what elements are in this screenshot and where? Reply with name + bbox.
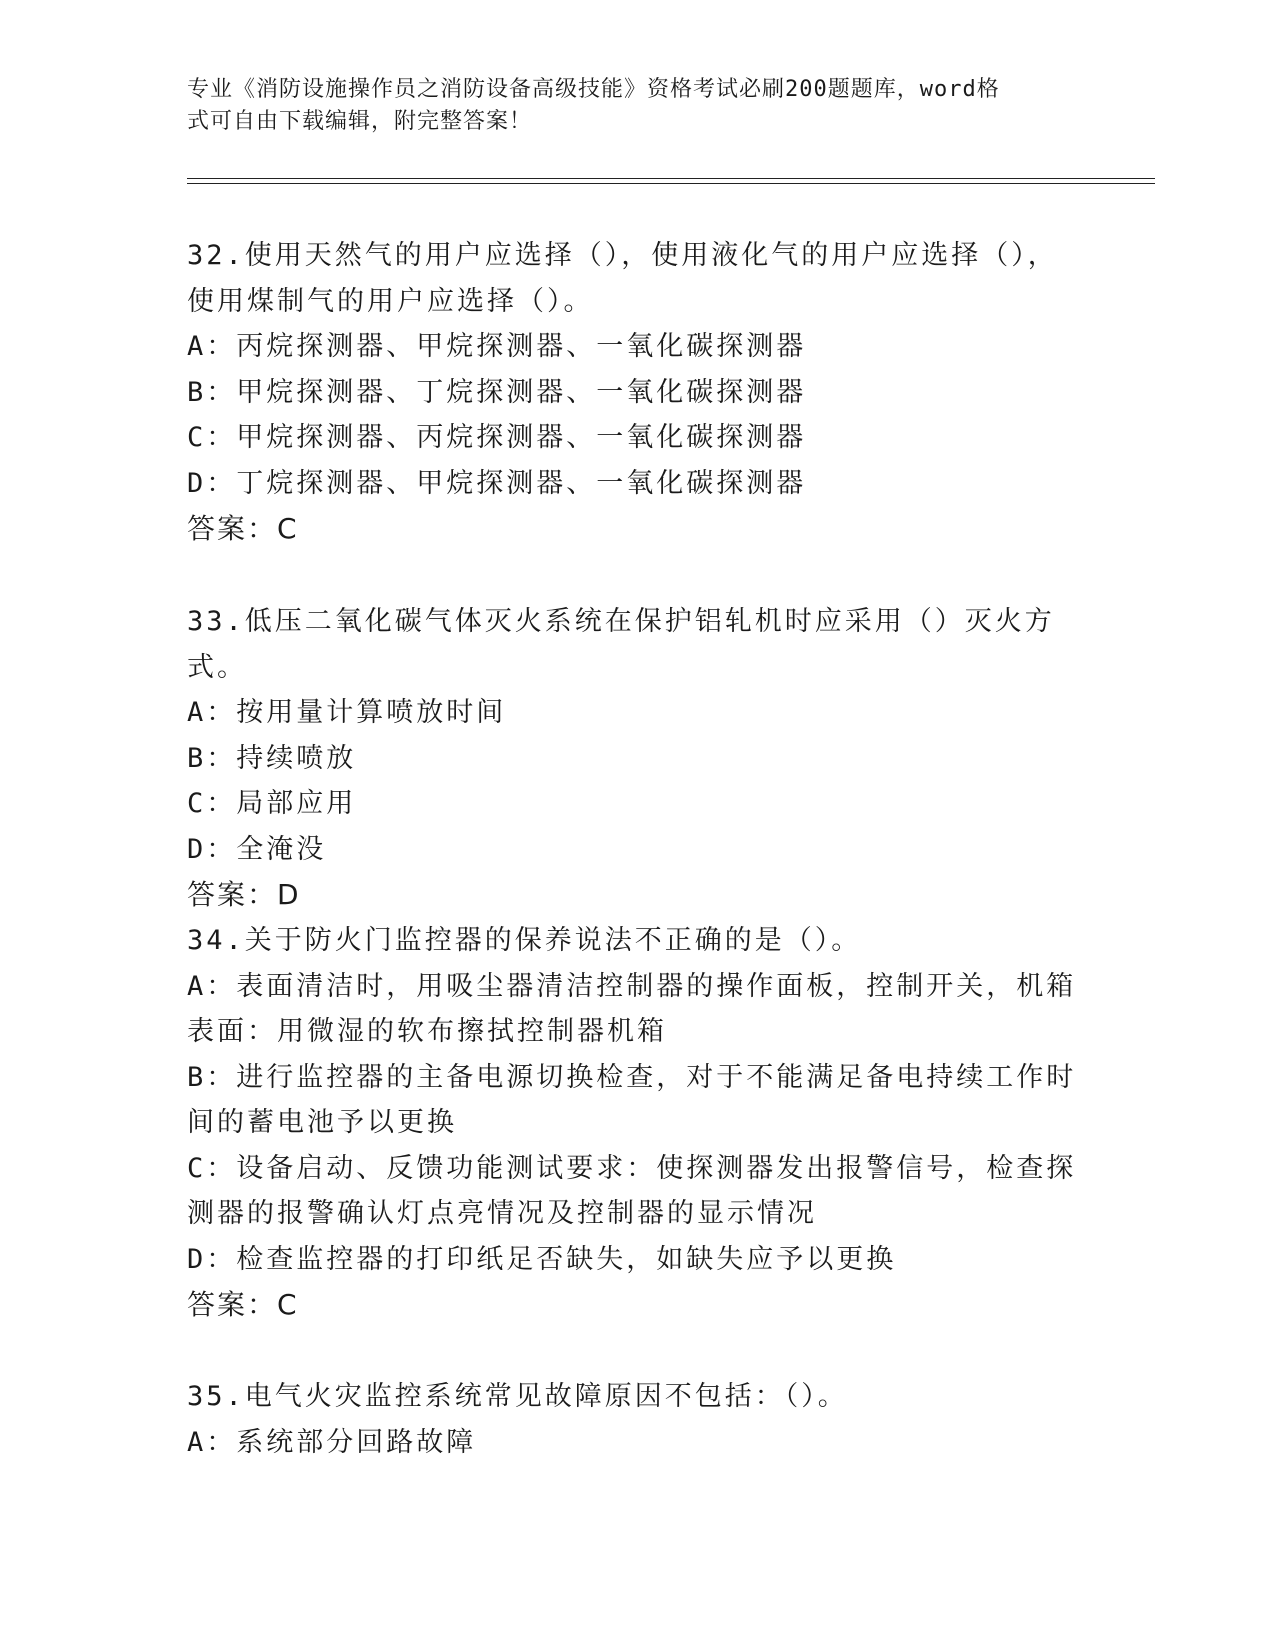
option-d: D：全淹没 — [187, 833, 327, 865]
header-divider-top — [187, 178, 1155, 179]
option-a: A：丙烷探测器、甲烷探测器、一氧化碳探测器 — [187, 331, 807, 362]
option-c: C：局部应用 — [187, 788, 357, 819]
option-c: C：甲烷探测器、丙烷探测器、一氧化碳探测器 — [187, 422, 807, 453]
option-a: A：按用量计算喷放时间 — [187, 697, 507, 728]
question-32 — [187, 233, 1087, 552]
option-d: D：检查监控器的打印纸足否缺失，如缺失应予以更换 — [187, 1243, 897, 1275]
option-a: A：系统部分回路故障 — [187, 1426, 477, 1458]
question-stem: 33.低压二氧化碳气体灭火系统在保护铝轧机时应采用（）灭火方式。 — [187, 606, 1055, 683]
question-33 — [187, 599, 1087, 918]
answer: 答案：C — [187, 512, 299, 545]
answer: 答案：D — [187, 878, 301, 911]
header-divider-bottom — [187, 183, 1155, 184]
question-35 — [187, 1374, 1087, 1465]
question-stem: 34.关于防火门监控器的保养说法不正确的是（）。 — [187, 925, 862, 956]
option-a: A：表面清洁时，用吸尘器清洁控制器的操作面板，控制开关，机箱表面：用微湿的软布擦拭控制器机箱 — [187, 970, 1077, 1047]
option-b: B：持续喷放 — [187, 742, 357, 774]
header-line-1: 专业《消防设施操作员之消防设备高级技能》资格考试必刷200题题库，word格 — [187, 77, 1000, 102]
answer: 答案：C — [187, 1288, 299, 1321]
option-b: B：甲烷探测器、丁烷探测器、一氧化碳探测器 — [187, 376, 807, 408]
document-header — [187, 74, 1067, 138]
option-c: C：设备启动、反馈功能测试要求：使探测器发出报警信号，检查探测器的报警确认灯点亮情况及控制器的显示情况 — [187, 1152, 1077, 1229]
header-line-2: 式可自由下载编辑，附完整答案！ — [187, 109, 533, 134]
option-d: D：丁烷探测器、甲烷探测器、一氧化碳探测器 — [187, 467, 807, 499]
question-stem: 32.使用天然气的用户应选择（），使用液化气的用户应选择（），使用煤制气的用户应选择（）。 — [187, 240, 1058, 317]
question-34 — [187, 918, 1087, 1328]
question-stem: 35.电气火灾监控系统常见故障原因不包括：（）。 — [187, 1381, 848, 1412]
option-b: B：进行监控器的主备电源切换检查，对于不能满足备电持续工作时间的蓄电池予以更换 — [187, 1061, 1077, 1138]
